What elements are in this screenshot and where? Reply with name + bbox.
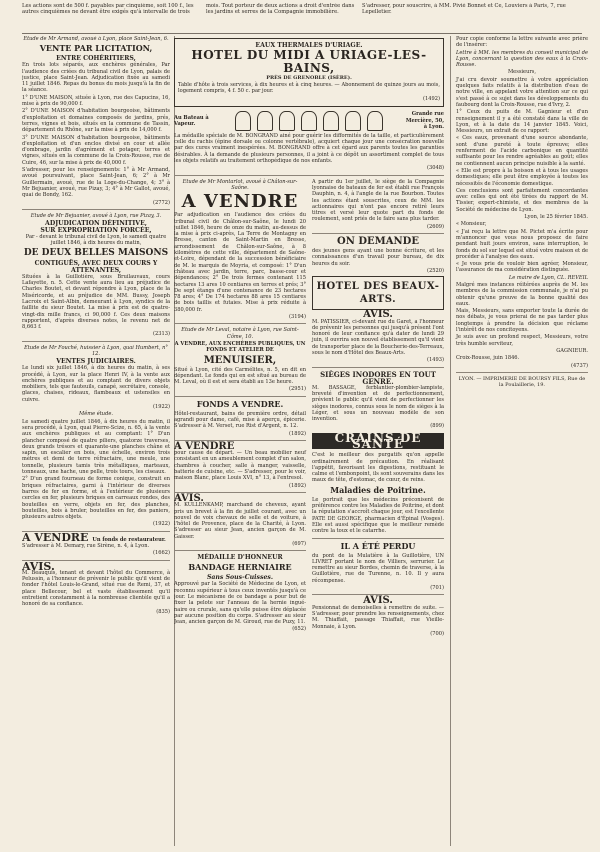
ad-subtitle: ENTRE COHÉRITIERS, — [56, 55, 136, 63]
ad-body: Par adjudication en l'audience des criées du tribunal civil de Châlon-sur-Saône, le lundi 20 juillet 1846, heure de onze du matin, au-dessus de la mise à prix ci-après, La Terre de Montagny en Bresse, canton de Saint-Martin en Bresse, arrondissement de Châlon-sur-Saône, à 8 kilomètres de cette ville, département de Saône-et-Loire, dépendant de la succession bénéficiaire de M. le marquis de Moyria, et composé: 1° D'un château avec jardin, terre, parc, basse-cour et dépendances; 2° De trois fermes contenant 115 hectares 13 ares 10 centiares en terres et prés; 3° De sept étangs d'une contenance de 23 hectares 78 ares; 4° De 174 hectares 88 ares 15 centiares de bois taillis et futaies. Mise à prix réduite à 380,000 fr. — [174, 212, 306, 313]
ad-body: Hôtel-restaurant, bains de première ordre, détail agrandi pour dame, café, mise à aperçu, épicerie. S'adresser à M. Verset, rue Rist d'Argent, n. 12. — [174, 410, 306, 430]
ad-reference: (2609) — [427, 223, 444, 230]
ad-body: M. PATISSIER, ci-devant rue du Garet, a l'honneur de prévenir les personnes qui jusqu'à présent l'ont honoré de leur confiance qu'à dater de lundi 29 juin, il ouvrira son nouvel établissement qu'il vient de transporter place de la Boucherie-des-Terreaux, sous le nom d'Hôtel des Beaux-Arts. — [312, 318, 444, 357]
orthopedic-icons — [235, 111, 383, 131]
ad-title: SIÈGES INODORES EN TOUT GENRE. — [320, 369, 436, 386]
letter-body: J'ai cru devoir soumettre à votre appréciation quelques faits relatifs à la distribution d'eau de notre ville, en appelant votre attention sur ce qui s'est passé à ce sujet dans les développements du faubourg dont la Croix-Rousse, rue d'Ivry, 2. — [456, 76, 588, 108]
ad-body: Le lundi six juillet 1846, à dix heures du matin, à ses procédé, à Lyon, sur la place Henri IV, à la vente aux enchères publiques et au comptant de divers objets mobiliers, tels que fauteuils, canapé, secrétaire, console, glaces, chaises, rideaux, flambeaux et ustensiles en cuivre. — [22, 365, 170, 403]
ad-title: MENUISIER, — [203, 354, 277, 366]
ad-reference: (701) — [430, 585, 444, 592]
ad-subtitle: Un fonds de restaurateur. — [92, 536, 166, 543]
center-subcolumns-1 — [174, 179, 444, 638]
ad-reference: (1493) — [427, 357, 444, 364]
hotel-banner — [174, 38, 444, 107]
letter-body: Mais, Messieurs, sans emporter toute la durée de nos débats, je vous prierai de ne pas tarder plus longtemps à prendre la décision que réclame l'intérêt de nos concitoyens. — [456, 308, 588, 334]
ad-subtitle: Sans Sous-Cuisses. — [206, 574, 274, 582]
ad-reference: (4737) — [571, 362, 588, 369]
letter-body: « Elle est propre à la boisson et à tous les usages domestiques; elle peut être employée à toutes les nécessités de l'économie domestique. — [456, 167, 588, 187]
ad-body: A VENDRE, AUX ENCHÈRES PUBLIQUES, UN FONDS ET ATELIER DE — [174, 340, 306, 354]
banner-header: EAUX THERMALES D'URIAGE. — [255, 42, 363, 49]
ad-subtitle: CONTIGUËS, AVEC DEUX COURS Y ATTENANTES, — [34, 259, 158, 274]
salutation: « Monsieur, — [456, 221, 487, 228]
ad-reference: (2951) — [289, 386, 306, 393]
ad-body: Par - devant le tribunal civil de Lyon, le samedi quatre juillet 1846, à dix heures du matin, — [25, 234, 167, 247]
ad-reference: (3048) — [427, 165, 444, 172]
divider — [174, 396, 306, 397]
ad-title: A VENDRE — [22, 530, 89, 544]
ad-subtitle: SUR EXPROPRIATION FORCÉE, — [40, 227, 152, 235]
beaux-arts-banner — [312, 276, 444, 310]
letter-date: Lyon, le 25 février 1845. — [524, 214, 588, 221]
letter-body: 1° Ceux du puits de M. Gagnieur et d'un renseignement il y a été constaté dans la ville de Lyon, et à la date du 14 janvier 1845. Voici, Messieurs, un extrait de ce rapport: — [456, 109, 588, 135]
letter-body: Ces conclusions sont parfaitement concordantes avec celles qui ont été tirées du rapport de M. Tissier, expert-chimiste, et des membres de la Société de médecine de Lyon. — [456, 187, 588, 213]
ad-title: A VENDRE — [174, 440, 235, 452]
ad-body: Approuvé par la Société de Médecine de Lyon, et reconnu supérieur à tous ceux inventés jusqu'à ce jour. Le mécanisme de ce bandage a pour but de fixer la pelote sur l'anneau de la hernie ingué-naire ou crurale, sans qu'elle puisse être déplacée par aucune position du corps. S'adresser au sieur Jean, ancien garçon de M. Giroud, rue de Puzy, 11. — [174, 581, 306, 626]
ad-title: HOTEL DES BEAUX-ARTS. — [316, 281, 440, 306]
salutation: Messieurs, — [507, 69, 537, 76]
ad-title: AVIS. — [22, 559, 55, 573]
ad-body: du pont de la Mulatière à la Guillotière, UN LIVRET portant le nom de Villiers, serrurier. Le remettre au sieur Bordes, chemin de traverse, à la Guillotière, rue de Turenne, n. 10. Il y aura récompense. — [312, 552, 444, 584]
ad-title: ON DEMANDE — [337, 236, 419, 248]
ad-location-left: Au Bateau à Vapeur. — [174, 114, 209, 127]
letter-body: Malgré mes instances réitérées auprès de M. les membres de la commission communale, je n'ai pu obtenir qu'une preuve de la bonne qualité des eaux. — [456, 281, 588, 307]
ad-body: des jeunes gens ayant une bonne écriture, et les connaissances d'un travail pour bureau, de dix heures du soir. — [312, 248, 444, 267]
ad-reference: (700) — [430, 630, 444, 637]
ad-reference: (2313) — [153, 331, 170, 338]
ad-reference: (1892) — [289, 482, 306, 489]
same-study-note: Même étude. — [79, 411, 113, 418]
study-notice: Etude de Mr Bejuanier, avoué à Lyon, rue Pizay, 3. — [30, 212, 162, 219]
letter-heading: Lettre à MM. les membres du conseil municipal de Lyon, concernant la question des eaux à la Croix-Rousse. — [456, 49, 588, 69]
letter-place-date: Croix-Rousse, juin 1846. — [456, 355, 520, 362]
divider — [312, 538, 444, 539]
ad-reference: (1892) — [289, 430, 306, 437]
ad-title: IL A ÉTÉ PERDU — [340, 540, 416, 551]
divider — [312, 367, 444, 368]
ad-body: A partir du 1er juillet, le siège de la Compagnie lyonnaise de bateaux de fer est établi rue François Dauphin, n. 4, à l'angle de la rue Bourbon. Toutes les actions étant souscrites, ceux de MM. les actionnaires qui n'ont pas encore retiré leurs titres et versé leur quote part du fonds de roulement, sont priés de le faire sans plus tarder. — [312, 178, 444, 223]
subcolumn-right — [312, 179, 444, 638]
ad-body: Pensionnat de demoiselles à remettre de suite. — S'adresser, pour prendre les renseignements, chez M. Thiaffait, passage Thiaffait, rue Vieille-Monnaie, à Lyon. — [312, 604, 444, 630]
ad-body: Le portrait que les médecins préconisent de préférence contre les Maladies de Poitrine, et dont la réputation s'accroît chaque jour, est l'excellente PATE DE GEORGE, pharmacien d'Épinal (Vosges). Elle est aussi spécifique que le meilleur remède contre la toux et le catarrhe. — [312, 496, 444, 535]
ad-body: S'adresser, pour les renseignements: 1° à Mr Armand, avoué poursuivant, place Saint-Jean, 6; 2° à Mr Guillermain, avoué, rue de la Loge-du-Change, 4; 3° à Mr Bejuanier, avoué, rue Pizay, 3; 4° à Mr Gallot, avoué, quai de Bondy, 162. — [22, 167, 170, 199]
ad-title: A VENDRE — [181, 191, 299, 213]
top-notice-middle: mois. Tout porteur de deux actions a droit d'entrée dans les jardins et serres de la Compagnie immobilière. — [206, 3, 355, 16]
letter-body: « Ces eaux, provenant d'une source abondante, sont d'une pureté à toute épreuve; elles renferment de l'acide carbonique en quantité suffisante pour les rendre agréables au goût; elles ne contiennent aucun principe nuisible à la santé. — [456, 135, 588, 167]
ad-reference: (1492) — [423, 95, 440, 102]
ad-title: AVIS. — [174, 492, 204, 504]
subcolumn-left — [174, 179, 306, 638]
ad-body: M. KULLENKAMP, marchand de cheveux, ayant pris un brevet à la fin de juillet courant, avec un nouvel de voix chevaux de selle et de voiture, à l'hôtel de Provence, place de la Charité, à Lyon. S'adresser au sieur Jean, ancien garçon de M. Gaisser. — [174, 502, 306, 540]
ad-title: AVIS. — [363, 595, 393, 607]
ad-title: DE DEUX BELLES MAISONS — [23, 247, 169, 258]
ad-reference: (899) — [430, 423, 444, 430]
ad-title: Maladies de Poitrine. — [330, 484, 426, 495]
ad-reference: (2520) — [427, 267, 444, 274]
divider — [174, 323, 306, 324]
hotel-title: HOTEL DU MIDI A URIAGE-LES-BAINS, — [191, 48, 427, 75]
letter-signature: GAGNIEUR. — [556, 347, 588, 354]
ad-body: S'adresser à M. Demary, rue Sirène, n. 4, à Lyon. — [22, 543, 150, 549]
ad-reference: (2772) — [153, 199, 170, 206]
ad-reference: (835) — [156, 608, 170, 615]
study-notice: Etude de Mr Leval, notaire à Lyon, rue Saint-Côme, 10. — [181, 327, 299, 340]
divider — [312, 233, 444, 234]
hotel-subtitle: PRÈS DE GRENOBLE (ISÈRE). — [266, 75, 352, 81]
ad-body: C'est le meilleur des purgatifs qu'on appelle ordinairement de précaution. En réalisant l'appétit, favorisant les digestions, restituant le calme et l'embonpoint, ils sont souverains dans les maux de tête, d'estomac, de cœur, de reins. — [312, 452, 444, 484]
ad-body: 2° D'un grand fourneau de forme conique, construit en briques réfractaires, garni à l'intérieur de diverses barres de fer en forme, et à l'extérieur de plusieurs cercles en fer, plusieurs briques en carreaux rondes, des bouteilles en verre, objets en fer, des planches, bouteilles, bois à bruler, bouteilles en fer, des paniers, plusieurs autres objets. — [22, 476, 170, 521]
corset-icon — [345, 111, 361, 131]
ad-reference: (1922) — [153, 404, 170, 411]
ad-title: ADJUDICATION DÉFINITIVE, — [45, 220, 147, 228]
ad-location-right: Grande rue Mercière, 50, à Lyon. — [405, 111, 444, 131]
ad-body: La médaille spéciale de M. BONGRAND ainé pour guérir les difformités de la taille, et particulièrement celle du rachis (épine dorsale ou colonne vertébrale), acquiert chaque jour une consécration nouvelle par des cures vraiment inespérées. M. BONGRAND offre à cet égard aux parents toutes les garanties désirables. À la demande de plusieurs personnes, il a joint à ce dépôt un assortiment complet de tous les objets relatifs au traitement orthopédique de nos enfants. — [174, 132, 444, 165]
corset-icon — [279, 111, 295, 131]
boot-icon — [301, 111, 317, 131]
ad-body: M. BASSAGE, ferblantier-plombier-lampiste, breveté d'invention et de perfectionnement, prévient le public qu'il vient de perfectionner les sièges inodores, connus sous le nom de sièges à la Léger, et sous un nouveau modèle de son invention. — [312, 384, 444, 423]
study-notice: Etude de Mr Armand, avoué à Lyon, place Saint-Jean, 6. — [23, 36, 169, 42]
ad-reference: (1922) — [153, 521, 170, 528]
boot-icon — [235, 111, 251, 131]
top-notice-bar — [22, 3, 582, 34]
divider — [456, 372, 588, 373]
divider — [174, 550, 306, 551]
ad-lot: 3° D'UNE MAISON d'habitation bourgeoise, bâtiments d'exploitation et d'un enclos divisé en cour et allée d'ombrage, jardin d'agrément et potager, terres et vignes, situés en la commune de la Croix-Rousse, rue de Cuire, 46, sur la mise à prix de 40,000 f. — [22, 134, 170, 166]
ad-reference: (1662) — [153, 550, 170, 557]
boot-icon — [323, 111, 339, 131]
intro-text: Pour copie conforme la lettre suivante avec prière de l'insérer: — [456, 36, 588, 49]
ad-body: En trois lots séparés, aux enchères générales, Par l'audience des criées du tribunal civil de Lyon, palais de justice, place Saint-Jean. Adjudication fixée au samedi 11 juillet 1846. Repas du bonus du mois jusqu'à la fin de la séance. — [22, 62, 170, 94]
column-right — [450, 36, 588, 846]
ad-title: FONDS A VENDRE. — [196, 398, 284, 409]
letter-closing: Je suis avec un profond respect, Messieurs, votre très humble serviteur, — [456, 334, 588, 347]
ad-body: Le samedi quatre juillet 1846, à dix heures du matin, il sera procédé, à Lyon, quai Pierre-Scize, n. 65, à la vente aux enchères publiques et au comptant: 1° D'un plancher composé de quatre piliers, quatorze traverses, deux grands trésors et quarante-une planches châne et sapin, un escalier en bois, une échelle, environ trois mètres et demi de terre réfractaire, une meule, une tonnelle, plusieurs tamis très métalliques, marteaux, tonneaux, une hache, une pelle, trois tours, les ciseaux. — [22, 418, 170, 476]
top-notice-right: S'adresser, pour souscrire, à MM. Pivié Bonnet et Ce, Louviers à Paris, 7, rue Lepelletier. — [362, 3, 566, 16]
ad-title-inverted: CRAINS DE SANTÉ — [312, 433, 444, 450]
ad-title: AVIS. — [363, 309, 393, 321]
ad-reference: (697) — [292, 541, 306, 548]
hotel-line: Table d'hôte à trois services, à dix heures et à cinq heures. — Abonnement de quinze jours au mois, logement compris, 4 f. 50 c. par jour. — [178, 82, 440, 95]
top-notice-left: Les actions sont de 500 f. payables par cinquième, soit 100 f., les autres cinquièmes ne devant être exigés qu'à intervalle de trois — [22, 3, 194, 16]
letter-body: « Je vous prie de vouloir bien agréer, Monsieur, l'assurance de ma considération distinguée. — [456, 261, 588, 274]
ad-subtitle: MÉDAILLE D'HONNEUR — [197, 554, 283, 562]
study-notice: Etude de Mr Fouché, huissier à Lyon, quai Humbert, n° 12. — [24, 344, 168, 357]
ad-title: BANDAGE HERNIAIRE — [188, 562, 292, 573]
ad-title: VENTES JUDICIAIRES. — [56, 358, 136, 366]
column-center — [174, 36, 444, 846]
boot-icon — [367, 111, 383, 131]
ad-body: pour cause de départ. — Un beau mobilier neuf consistant en un ameublement complet d'un salon, chambres à coucher, salle à manger, vaisselle, batterie de cuisine, etc. — S'adresser, pour le voir, maison Blanc, place Louis XVI, n° 13, à l'entresol. — [174, 450, 306, 482]
study-notice: Etude de Mr Montarlot, avoué à Châlon-sur-Saône. — [182, 178, 298, 191]
ad-reference: (3194) — [289, 314, 306, 321]
divider — [22, 209, 170, 210]
divider — [174, 175, 444, 176]
divider — [22, 341, 170, 342]
ad-lot: 1° D'UNE MAISON, située à Lyon, rue des Capucins, 16, mise à prix de 90,000 f. — [22, 94, 170, 108]
restaurant-sale-ad — [22, 530, 170, 544]
boot-icon — [257, 111, 273, 131]
printer-line: LYON. — IMPRIMERIE DE BOURSY FILS, Rue de la Poulaillerie, 19. — [458, 375, 586, 389]
column-left — [22, 36, 175, 846]
ad-body: M. Beauquis, tenant et devant l'hôtel du Commerce, à Pelussin, a l'honneur de prévenir le public qu'il vient de fonder l'hôtel Louis-le-Grand, situé rue de Remi, 37, et place Bellecour, bel et vaste établissement qu'il entretient constamment à la nombreuse clientèle qu'il a honoré de sa confiance. — [22, 569, 170, 608]
ad-reference: (652) — [292, 626, 306, 633]
ad-body: Situées à la Guillotière, sous Bruilauvaux, cours Lafayette, n. 5. Cette vente aura lieu au préjudice de Charles Boutet, et devant répondre à Lyon, place de la Miséricorde, et au préjudice de MM. Bussy, Joseph Lacroix et Saint-Albin, demeurant à Lyon, syndics de la faillite du sieur Boutet. La mise à prix est de quatre-vingt-dix mille francs, ci 90,000 f. Ces deux maisons rapportent, d'après diverses notes, le revenu net de 8,663 f. — [22, 273, 170, 331]
orthopedic-ad-header — [174, 109, 444, 133]
ad-body: Situé à Lyon, cité des Carmélites, n. 5, en dit en dépendant. Le fonds qui en est situé au bureau de M. Leval, où il est et sera établi au 13e heure. — [174, 366, 306, 386]
letter-body: « J'ai reçu la lettre que M. Pictet m'a écrite pour m'annoncer que vous nous proposez de faire pendant huit jours environ, sans interruption, le fonds du sol sur lequel est situé votre maison et de procéder à l'analyse des eaux. — [456, 228, 588, 260]
ad-title: VENTE PAR LICITATION, — [39, 43, 153, 54]
ad-lot: 2° D'UNE MAISON d'habitation bourgeoise, bâtiments d'exploitation et domaines composés de jardins, prés, terres, vignes et bois, situés en la commune de Tassin, département du Rhône, sur la mise à prix de 14,000 f. — [22, 108, 170, 134]
letter-signature-role: Le maire de Lyon, CL. REVEIL — [508, 274, 588, 281]
